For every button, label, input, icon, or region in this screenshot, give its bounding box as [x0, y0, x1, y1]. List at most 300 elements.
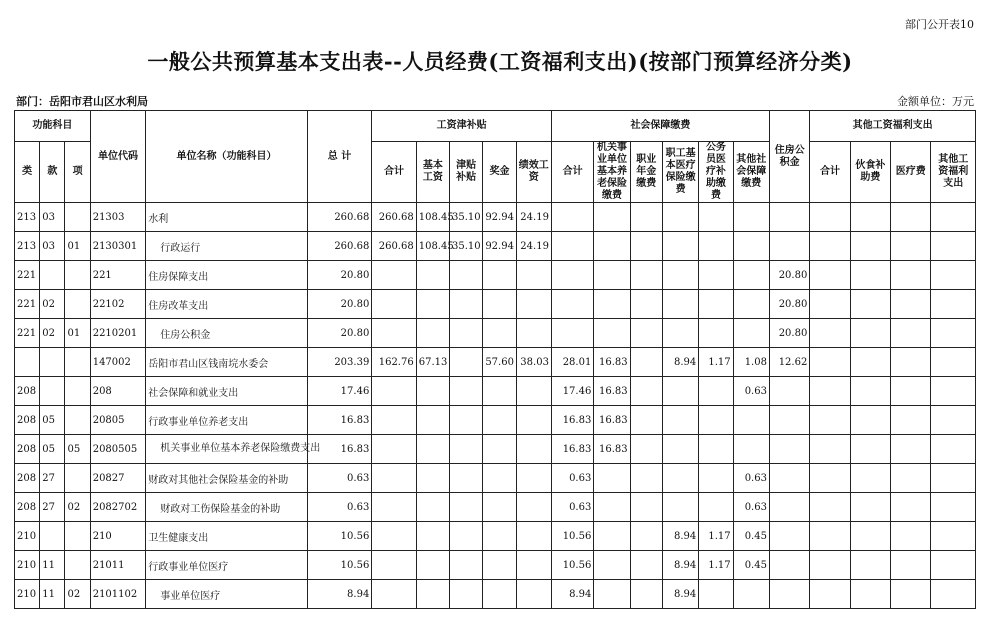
header-xiang: 项	[65, 142, 90, 203]
cell-name: 机关事业单位基本养老保险缴费支出	[146, 435, 308, 464]
cell-s-pension	[594, 232, 630, 261]
cell-lei: 221	[15, 319, 40, 348]
cell-w-allow	[450, 551, 483, 580]
cell-w-allow	[450, 290, 483, 319]
cell-s-medical	[662, 290, 698, 319]
table-row	[15, 348, 976, 377]
cell-total: 20.80	[307, 290, 372, 319]
cell-s-total: 8.94	[551, 580, 593, 609]
cell-housing	[769, 406, 809, 435]
cell-w-bonus: 57.60	[483, 348, 516, 377]
cell-o-meal	[850, 203, 890, 232]
cell-s-other: 0.63	[733, 464, 769, 493]
cell-kuan: 27	[40, 464, 65, 493]
table-row	[15, 551, 976, 580]
cell-w-total	[372, 464, 416, 493]
table-row	[15, 464, 976, 493]
cell-housing: 12.62	[769, 348, 809, 377]
cell-s-annuity	[630, 203, 662, 232]
cell-w-basic	[416, 261, 449, 290]
header-meal: 伙食补助费	[850, 142, 890, 203]
cell-name: 行政事业单位医疗	[146, 551, 308, 580]
cell-lei: 208	[15, 406, 40, 435]
header-lei: 类	[15, 142, 40, 203]
cell-w-perf	[516, 377, 551, 406]
cell-total: 0.63	[307, 464, 372, 493]
cell-xiang	[65, 290, 90, 319]
cell-o-med	[891, 203, 931, 232]
cell-w-perf	[516, 464, 551, 493]
header-func-subject: 功能科目	[15, 111, 91, 142]
cell-code: 21303	[90, 203, 146, 232]
cell-total: 8.94	[307, 580, 372, 609]
cell-total: 20.80	[307, 261, 372, 290]
cell-w-total	[372, 290, 416, 319]
cell-code: 147002	[90, 348, 146, 377]
cell-code: 22102	[90, 290, 146, 319]
cell-name: 财政对工伤保险基金的补助	[146, 493, 308, 522]
cell-kuan: 05	[40, 435, 65, 464]
cell-s-other: 0.63	[733, 493, 769, 522]
cell-s-total: 16.83	[551, 406, 593, 435]
cell-o-med	[891, 290, 931, 319]
cell-o-total	[810, 464, 850, 493]
cell-name: 住房保障支出	[146, 261, 308, 290]
cell-xiang: 01	[65, 232, 90, 261]
cell-s-total: 0.63	[551, 464, 593, 493]
cell-housing	[769, 232, 809, 261]
cell-w-bonus	[483, 580, 516, 609]
cell-housing	[769, 435, 809, 464]
cell-w-basic: 67.13	[416, 348, 449, 377]
cell-s-civil	[699, 377, 733, 406]
cell-xiang: 02	[65, 580, 90, 609]
cell-o-other	[931, 522, 976, 551]
cell-o-total	[810, 232, 850, 261]
cell-housing: 20.80	[769, 261, 809, 290]
cell-w-allow	[450, 522, 483, 551]
cell-o-total	[810, 377, 850, 406]
cell-code: 2082702	[90, 493, 146, 522]
cell-o-other	[931, 319, 976, 348]
cell-w-total	[372, 551, 416, 580]
cell-s-annuity	[630, 464, 662, 493]
header-med-fee: 医疗费	[891, 142, 931, 203]
cell-code: 21011	[90, 551, 146, 580]
cell-o-med	[891, 348, 931, 377]
cell-s-annuity	[630, 348, 662, 377]
cell-o-other	[931, 261, 976, 290]
table-body	[15, 203, 976, 609]
cell-w-total: 260.68	[372, 203, 416, 232]
cell-o-other	[931, 435, 976, 464]
cell-s-annuity	[630, 377, 662, 406]
cell-housing: 20.80	[769, 290, 809, 319]
cell-w-bonus	[483, 319, 516, 348]
cell-s-pension: 16.83	[594, 435, 630, 464]
cell-w-allow	[450, 580, 483, 609]
table-row	[15, 522, 976, 551]
header-basic-wage: 基本工资	[416, 142, 449, 203]
cell-s-civil	[699, 319, 733, 348]
table-row	[15, 377, 976, 406]
cell-w-bonus	[483, 261, 516, 290]
cell-w-basic	[416, 464, 449, 493]
cell-w-basic	[416, 290, 449, 319]
cell-code: 210	[90, 522, 146, 551]
cell-kuan: 11	[40, 580, 65, 609]
cell-kuan: 27	[40, 493, 65, 522]
cell-housing	[769, 551, 809, 580]
cell-o-total	[810, 522, 850, 551]
cell-s-pension	[594, 464, 630, 493]
cell-s-total: 10.56	[551, 551, 593, 580]
cell-w-basic	[416, 522, 449, 551]
cell-housing	[769, 377, 809, 406]
header-wage-total: 合计	[372, 142, 416, 203]
cell-w-perf: 38.03	[516, 348, 551, 377]
cell-w-bonus	[483, 377, 516, 406]
cell-name: 卫生健康支出	[146, 522, 308, 551]
cell-o-meal	[850, 551, 890, 580]
cell-kuan: 05	[40, 406, 65, 435]
table-row	[15, 493, 976, 522]
cell-code: 2130301	[90, 232, 146, 261]
cell-o-other	[931, 203, 976, 232]
cell-lei: 208	[15, 493, 40, 522]
cell-w-basic	[416, 319, 449, 348]
cell-xiang	[65, 203, 90, 232]
cell-w-perf: 24.19	[516, 232, 551, 261]
cell-xiang: 01	[65, 319, 90, 348]
cell-s-other: 0.63	[733, 377, 769, 406]
cell-s-pension	[594, 203, 630, 232]
cell-s-other	[733, 406, 769, 435]
cell-lei	[15, 348, 40, 377]
cell-code: 208	[90, 377, 146, 406]
cell-kuan: 02	[40, 319, 65, 348]
header-pension: 机关事业单位基本养老保险缴费	[594, 142, 630, 203]
cell-s-pension	[594, 551, 630, 580]
cell-w-allow: 35.10	[450, 203, 483, 232]
cell-o-other	[931, 377, 976, 406]
table-row	[15, 580, 976, 609]
cell-o-meal	[850, 290, 890, 319]
cell-o-meal	[850, 435, 890, 464]
cell-name: 岳阳市君山区钱南垸水委会	[146, 348, 308, 377]
table-number-tag: 部门公开表10	[905, 18, 974, 31]
cell-total: 16.83	[307, 406, 372, 435]
cell-name: 住房公积金	[146, 319, 308, 348]
cell-o-meal	[850, 493, 890, 522]
header-row-1	[15, 111, 976, 142]
cell-o-med	[891, 435, 931, 464]
cell-s-pension: 16.83	[594, 348, 630, 377]
header-medical: 职工基本医疗保险缴费	[662, 142, 698, 203]
cell-s-medical	[662, 319, 698, 348]
cell-s-other: 1.08	[733, 348, 769, 377]
cell-xiang	[65, 464, 90, 493]
cell-total: 17.46	[307, 377, 372, 406]
cell-o-total	[810, 319, 850, 348]
header-perf-wage: 绩效工资	[516, 142, 551, 203]
cell-kuan	[40, 261, 65, 290]
cell-housing	[769, 493, 809, 522]
cell-lei: 210	[15, 522, 40, 551]
cell-w-perf	[516, 319, 551, 348]
cell-o-meal	[850, 464, 890, 493]
cell-w-basic	[416, 580, 449, 609]
cell-kuan	[40, 377, 65, 406]
cell-s-annuity	[630, 319, 662, 348]
cell-w-bonus	[483, 406, 516, 435]
cell-housing	[769, 203, 809, 232]
cell-lei: 208	[15, 435, 40, 464]
cell-w-bonus	[483, 290, 516, 319]
cell-name: 行政运行	[146, 232, 308, 261]
cell-kuan: 03	[40, 232, 65, 261]
header-social-group: 社会保障缴费	[551, 111, 769, 142]
table-row	[15, 290, 976, 319]
cell-o-med	[891, 464, 931, 493]
cell-o-med	[891, 319, 931, 348]
cell-w-perf	[516, 551, 551, 580]
cell-s-civil: 1.17	[699, 522, 733, 551]
header-allowance: 津贴补贴	[450, 142, 483, 203]
cell-s-annuity	[630, 435, 662, 464]
table-row	[15, 435, 976, 464]
cell-w-total	[372, 377, 416, 406]
cell-s-total	[551, 232, 593, 261]
cell-s-annuity	[630, 261, 662, 290]
cell-o-med	[891, 232, 931, 261]
cell-o-total	[810, 551, 850, 580]
header-unit-code: 单位代码	[90, 111, 146, 203]
cell-s-pension: 16.83	[594, 377, 630, 406]
cell-o-total	[810, 348, 850, 377]
cell-w-allow	[450, 464, 483, 493]
cell-w-allow	[450, 406, 483, 435]
cell-o-med	[891, 580, 931, 609]
cell-code: 2210201	[90, 319, 146, 348]
cell-w-total	[372, 435, 416, 464]
budget-table	[14, 110, 976, 609]
cell-code: 2080505	[90, 435, 146, 464]
cell-o-med	[891, 493, 931, 522]
cell-o-med	[891, 551, 931, 580]
cell-kuan: 03	[40, 203, 65, 232]
cell-s-civil: 1.17	[699, 551, 733, 580]
document-title: 一般公共预算基本支出表--人员经费(工资福利支出)(按部门预算经济分类)	[147, 49, 853, 74]
cell-s-pension: 16.83	[594, 406, 630, 435]
cell-xiang	[65, 377, 90, 406]
cell-w-basic	[416, 493, 449, 522]
cell-s-medical	[662, 203, 698, 232]
cell-w-basic	[416, 377, 449, 406]
cell-total: 20.80	[307, 319, 372, 348]
cell-total: 10.56	[307, 522, 372, 551]
cell-kuan	[40, 348, 65, 377]
table-row	[15, 319, 976, 348]
cell-s-medical	[662, 493, 698, 522]
cell-s-civil	[699, 290, 733, 319]
table-row	[15, 232, 976, 261]
cell-w-perf: 24.19	[516, 203, 551, 232]
cell-o-total	[810, 261, 850, 290]
cell-s-medical	[662, 464, 698, 493]
cell-w-total	[372, 493, 416, 522]
cell-w-total: 162.76	[372, 348, 416, 377]
cell-w-allow	[450, 435, 483, 464]
header-other-welfare: 其他工资福利支出	[931, 142, 976, 203]
cell-s-annuity	[630, 290, 662, 319]
cell-o-other	[931, 551, 976, 580]
cell-w-allow	[450, 377, 483, 406]
cell-s-annuity	[630, 232, 662, 261]
cell-total: 0.63	[307, 493, 372, 522]
cell-s-other: 0.45	[733, 551, 769, 580]
cell-o-total	[810, 203, 850, 232]
cell-housing	[769, 464, 809, 493]
cell-s-other	[733, 319, 769, 348]
cell-w-bonus	[483, 551, 516, 580]
cell-lei: 213	[15, 203, 40, 232]
cell-w-total: 260.68	[372, 232, 416, 261]
cell-housing: 20.80	[769, 319, 809, 348]
cell-total: 10.56	[307, 551, 372, 580]
cell-o-other	[931, 580, 976, 609]
cell-o-meal	[850, 522, 890, 551]
cell-w-allow: 35.10	[450, 232, 483, 261]
cell-o-other	[931, 464, 976, 493]
cell-o-meal	[850, 232, 890, 261]
cell-w-basic	[416, 406, 449, 435]
cell-s-annuity	[630, 406, 662, 435]
header-bonus: 奖金	[483, 142, 516, 203]
cell-s-civil	[699, 261, 733, 290]
cell-xiang	[65, 551, 90, 580]
cell-o-meal	[850, 377, 890, 406]
cell-s-medical	[662, 377, 698, 406]
cell-s-civil	[699, 580, 733, 609]
cell-w-basic	[416, 551, 449, 580]
cell-s-total: 28.01	[551, 348, 593, 377]
cell-o-meal	[850, 319, 890, 348]
cell-s-total	[551, 203, 593, 232]
cell-w-total	[372, 261, 416, 290]
cell-o-med	[891, 406, 931, 435]
cell-s-civil	[699, 203, 733, 232]
table-row	[15, 203, 976, 232]
cell-s-medical	[662, 232, 698, 261]
cell-s-total: 0.63	[551, 493, 593, 522]
cell-lei: 221	[15, 290, 40, 319]
cell-xiang: 05	[65, 435, 90, 464]
cell-w-total	[372, 522, 416, 551]
cell-w-allow	[450, 348, 483, 377]
cell-code: 2101102	[90, 580, 146, 609]
header-housing-fund: 住房公积金	[769, 111, 809, 203]
cell-s-total	[551, 290, 593, 319]
cell-housing	[769, 580, 809, 609]
cell-s-civil	[699, 232, 733, 261]
cell-w-basic: 108.45	[416, 203, 449, 232]
cell-lei: 210	[15, 551, 40, 580]
cell-total: 260.68	[307, 232, 372, 261]
cell-kuan	[40, 522, 65, 551]
cell-s-medical: 8.94	[662, 551, 698, 580]
cell-w-perf	[516, 435, 551, 464]
cell-o-other	[931, 406, 976, 435]
cell-w-bonus	[483, 464, 516, 493]
cell-xiang	[65, 261, 90, 290]
cell-xiang	[65, 348, 90, 377]
cell-name: 财政对其他社会保险基金的补助	[146, 464, 308, 493]
header-unit-name: 单位名称（功能科目）	[146, 111, 308, 203]
cell-s-civil	[699, 406, 733, 435]
header-kuan: 款	[40, 142, 65, 203]
cell-w-perf	[516, 522, 551, 551]
cell-w-basic: 108.45	[416, 232, 449, 261]
cell-housing	[769, 522, 809, 551]
cell-w-perf	[516, 261, 551, 290]
cell-s-other	[733, 435, 769, 464]
cell-name: 行政事业单位养老支出	[146, 406, 308, 435]
cell-o-meal	[850, 348, 890, 377]
cell-w-bonus: 92.94	[483, 232, 516, 261]
cell-code: 20827	[90, 464, 146, 493]
cell-s-pension	[594, 493, 630, 522]
cell-w-perf	[516, 290, 551, 319]
cell-s-civil	[699, 493, 733, 522]
cell-w-allow	[450, 261, 483, 290]
cell-total: 16.83	[307, 435, 372, 464]
cell-s-other	[733, 232, 769, 261]
cell-w-perf	[516, 406, 551, 435]
cell-s-civil: 1.17	[699, 348, 733, 377]
cell-s-other	[733, 203, 769, 232]
cell-code: 20805	[90, 406, 146, 435]
cell-o-med	[891, 522, 931, 551]
cell-w-perf	[516, 580, 551, 609]
cell-xiang: 02	[65, 493, 90, 522]
cell-s-total: 17.46	[551, 377, 593, 406]
cell-name: 住房改革支出	[146, 290, 308, 319]
cell-o-meal	[850, 580, 890, 609]
cell-o-other	[931, 232, 976, 261]
cell-s-annuity	[630, 493, 662, 522]
cell-w-allow	[450, 493, 483, 522]
cell-s-civil	[699, 435, 733, 464]
cell-o-meal	[850, 261, 890, 290]
cell-s-medical	[662, 435, 698, 464]
cell-o-total	[810, 290, 850, 319]
cell-code: 221	[90, 261, 146, 290]
cell-lei: 210	[15, 580, 40, 609]
cell-xiang	[65, 406, 90, 435]
cell-s-medical: 8.94	[662, 348, 698, 377]
cell-s-other	[733, 261, 769, 290]
cell-name: 事业单位医疗	[146, 580, 308, 609]
header-social-total: 合计	[551, 142, 593, 203]
cell-o-total	[810, 406, 850, 435]
amount-unit-label: 金额单位：万元	[897, 95, 974, 108]
cell-s-pension	[594, 261, 630, 290]
cell-s-total: 16.83	[551, 435, 593, 464]
cell-s-pension	[594, 319, 630, 348]
cell-s-annuity	[630, 580, 662, 609]
cell-o-other	[931, 493, 976, 522]
